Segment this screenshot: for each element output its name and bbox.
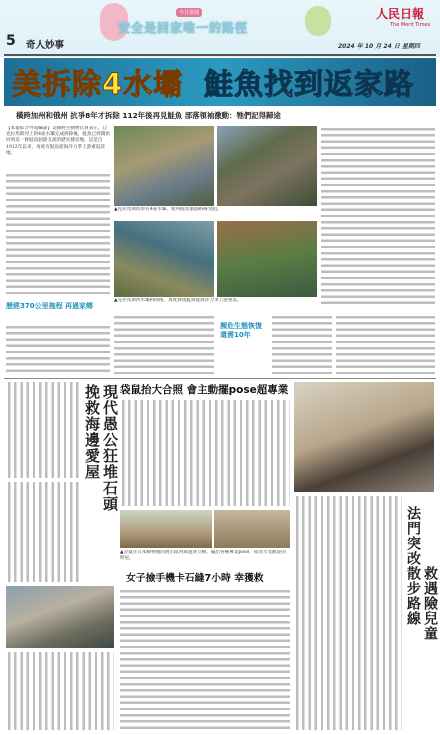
left-story-title-1: 挽救海邊愛屋 [83,384,101,480]
headline-right: 鮭魚找到返家路 [204,67,415,101]
photo-caption-1: ▲克拉馬斯河原有4座水壩，使得鮭魚洄游路線受阻。 [114,207,222,212]
kangaroo-photo [120,510,212,548]
left-story-body-2 [6,482,80,582]
section-divider [4,378,436,379]
page-number: 5 [6,33,16,49]
dam-photo [217,126,317,206]
bottom-story-headline: 女子撿手機卡石縫7小時 幸獲救 [126,573,264,584]
photo-story-caption: ▲袋鼠在日本動物園的展示區內與遊客互動，擺出各種專業pose，成為大受歡迎的明星。 [120,550,286,562]
photo-story-body [120,400,290,506]
right-story-body-1 [294,496,402,730]
main-story-col1b [6,324,110,374]
main-story-lead: 【本報綜合外電編譯】美國野生動物官員表示，自克拉馬斯河上的4座水壩完成拆除後，鮭魚已經開始回到這一條鮭魚洄游支流的歷史棲息地，這是自1912年以來，再度有鮭魚從海洋力爭上游重返該地。 [6,126,110,156]
main-story-col2b [114,314,214,376]
side-box-2: 瀕危生態恢復 還需10年 [220,322,262,339]
headline-subtitle: 橫跨加州和俄州 抗爭8年才拆除 112年後再見鮭魚 部落領袖激動：牠們記得歸途 [16,111,281,120]
headline-left: 美拆除4水壩 [12,67,184,101]
photo-caption-2: ▲克拉馬斯河水壩拆除後，再度發現鮭魚從海洋力爭上游重返。 [114,298,242,303]
main-story-col3b [272,314,332,376]
main-story-col1 [6,172,110,296]
brand-logo-cn: 人民日報 [376,7,425,21]
visitor-photo [214,510,290,548]
river-photo-before [114,126,214,206]
banner-text: 安全是回家唯一的路徑 [118,21,249,35]
bottom-story-body [120,588,290,730]
left-story-body-3 [6,652,114,730]
right-story-title-2: 救遇險兒童 [422,566,438,641]
issue-date: 2024 年 10 月 24 日 星期四 [338,43,420,50]
banner-tag: 今日要聞 [176,8,202,17]
cartoon-right [305,6,331,36]
left-story-title-2: 現代愚公狂堆石頭 [101,384,119,512]
dog-photo [294,382,434,492]
header-bar [0,0,440,57]
headline-band [4,58,436,106]
main-story-col4b [336,314,435,376]
left-story-body-1 [6,382,80,478]
header-rule [4,54,436,56]
photo-story-headline: 袋鼠抬大合照 會主動擺pose超專業 [120,384,289,396]
section-label: 奇人妙事 [26,40,65,51]
river-photo-after [114,221,214,297]
salmon-photo [217,221,317,297]
right-story-title-1: 法門突改散步路線 [405,506,421,626]
main-story-col3 [321,126,435,306]
stone-wall-photo [6,586,114,648]
brand-logo-en: The Merit Times [390,22,431,28]
side-box-1: 歷經370公里拖程 再過家鄉 [6,302,94,310]
